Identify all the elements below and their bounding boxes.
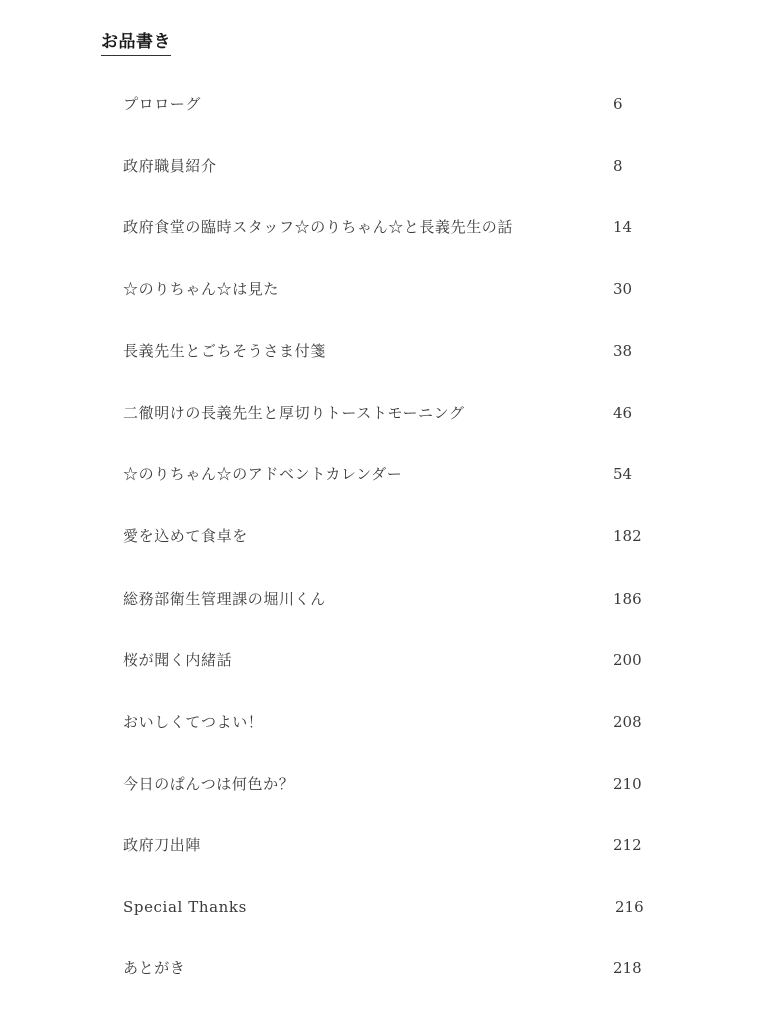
- toc-entry[interactable]: [123, 587, 663, 611]
- toc-entry[interactable]: [123, 524, 663, 548]
- toc-entry[interactable]: [123, 462, 663, 486]
- toc-entry-title: 政府刀出陣: [123, 836, 202, 854]
- toc-entry[interactable]: [123, 648, 663, 672]
- toc-entry-title: あとがき: [123, 959, 186, 977]
- toc-entry-title: 政府食堂の臨時スタッフ☆のりちゃん☆と長義先生の話: [123, 218, 514, 236]
- toc-entry-title: ☆のりちゃん☆は見た: [123, 280, 280, 298]
- toc-entry[interactable]: [123, 215, 663, 239]
- toc-entry-title: 桜が聞く内緒話: [123, 651, 233, 669]
- toc-entry-title: 政府職員紹介: [123, 157, 217, 175]
- toc-entry-title: 二徹明けの長義先生と厚切りトーストモーニング: [123, 404, 465, 422]
- toc-entry-page-number: 38: [613, 342, 633, 360]
- toc-entry-page-number: 212: [613, 836, 642, 854]
- toc-entry[interactable]: [123, 401, 663, 425]
- toc-entry-page-number: 182: [613, 527, 642, 545]
- toc-entry-page-number: 208: [613, 713, 642, 731]
- toc-entry-page-number: 218: [613, 959, 642, 977]
- toc-entry-title: ☆のりちゃん☆のアドベントカレンダー: [123, 465, 403, 483]
- toc-entry-page-number: 186: [613, 590, 642, 608]
- toc-entry-page-number: 200: [613, 651, 642, 669]
- toc-entry-page-number: 30: [613, 280, 633, 298]
- toc-entry[interactable]: [123, 277, 663, 301]
- toc-entry-page-number: 6: [613, 95, 623, 113]
- toc-entry[interactable]: [123, 956, 663, 980]
- toc-entry[interactable]: [123, 710, 663, 734]
- toc-entry-title: おいしくてつよい！: [123, 713, 264, 731]
- toc-entry-page-number: 8: [613, 157, 623, 175]
- toc-entry-title: 総務部衛生管理課の堀川くん: [123, 590, 326, 608]
- toc-entry-page-number: 216: [615, 898, 644, 916]
- toc-entry-page-number: 46: [613, 404, 633, 422]
- toc-entry[interactable]: [123, 339, 663, 363]
- toc-entry-title: 今日のぱんつは何色か？: [123, 775, 295, 793]
- toc-entry-title: 愛を込めて食卓を: [123, 527, 248, 545]
- toc-entry[interactable]: [123, 895, 663, 919]
- toc-entry-title: プロローグ: [123, 95, 202, 113]
- toc-entry[interactable]: [123, 154, 663, 178]
- toc-entry-page-number: 54: [613, 465, 633, 483]
- toc-entry[interactable]: [123, 92, 663, 116]
- toc-entry-page-number: 14: [613, 218, 633, 236]
- toc-entry-title: Special Thanks: [123, 898, 247, 916]
- toc-heading: お品書き: [101, 32, 171, 56]
- toc-entry-page-number: 210: [613, 775, 642, 793]
- toc-entry-title: 長義先生とごちそうさま付箋: [123, 342, 326, 360]
- toc-entry[interactable]: [123, 833, 663, 857]
- toc-entry[interactable]: [123, 772, 663, 796]
